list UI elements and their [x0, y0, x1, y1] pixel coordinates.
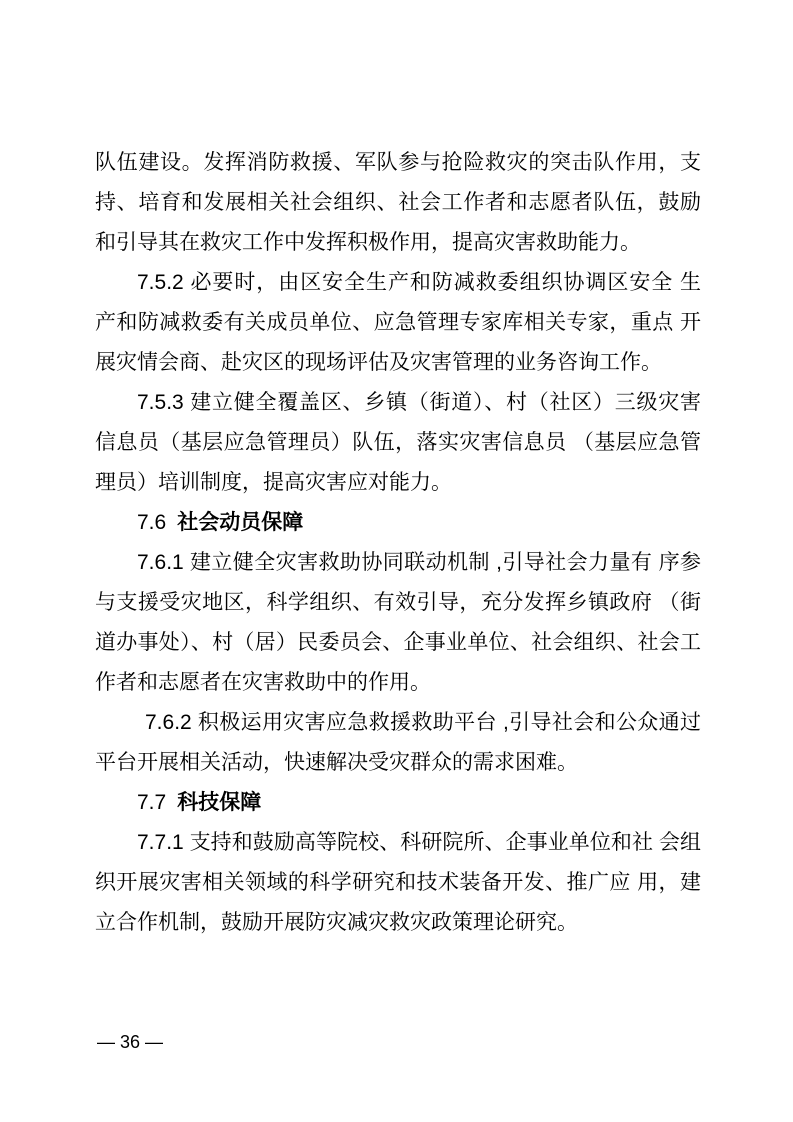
para-752-line-3: 展灾情会商、赴灾区的现场评估及灾害管理的业务咨询工作。 [95, 351, 662, 374]
para-762-line-1: 7.6.2 积极运用灾害应急救援救助平台 ,引导社会和公众通过 [145, 711, 701, 734]
para-753-line-3: 理员）培训制度，提高灾害应对能力。 [95, 471, 452, 494]
heading-7-6-title: 社会动员保障 [177, 511, 304, 534]
para-761-line-1: 7.6.1 建立健全灾害救助协同联动机制 ,引导社会力量有 序参 [137, 551, 701, 574]
para-771-line-2: 织开展灾害相关领域的科学研究和技术装备开发、推广应 用，建 [95, 871, 701, 894]
para-752-line-1: 7.5.2 必要时，由区安全生产和防减救委组织协调区安全 生 [137, 271, 701, 294]
para-751-continued-line-2: 持、培育和发展相关社会组织、社会工作者和志愿者队伍，鼓励 [95, 191, 701, 214]
para-761-line-3: 道办事处）、村（居）民委员会、企事业单位、社会组织、社会工 [95, 631, 701, 654]
para-753-line-1: 7.5.3 建立健全覆盖区、乡镇（街道）、村（社区）三级灾害 [137, 391, 701, 414]
para-761-line-4: 作者和志愿者在灾害救助中的作用。 [95, 671, 431, 694]
para-752-line-2: 产和防减救委有关成员单位、应急管理专家库相关专家，重点 开 [95, 311, 701, 334]
para-753-line-2: 信息员（基层应急管理员）队伍，落实灾害信息员 （基层应急管 [95, 431, 701, 454]
heading-7-7 [95, 783, 701, 823]
para-751-continued-line-1: 队伍建设。发挥消防救援、军队参与抢险救灾的突击队作用，支 [95, 151, 701, 174]
heading-7-6 [95, 503, 701, 543]
heading-7-7-number: 7.7 [137, 791, 167, 814]
heading-7-6-number: 7.6 [137, 511, 167, 534]
para-771-line-1: 7.7.1 支持和鼓励高等院校、科研院所、企事业单位和社 会组 [137, 831, 701, 854]
heading-7-7-title: 科技保障 [177, 791, 262, 814]
document-body [95, 143, 701, 943]
para-762-line-2: 平台开展相关活动，快速解决受灾群众的需求困难。 [95, 751, 578, 774]
para-771-line-3: 立合作机制，鼓励开展防灾减灾救灾政策理论研究。 [95, 911, 578, 934]
para-751-continued-line-3: 和引导其在救灾工作中发挥积极作用，提高灾害救助能力。 [95, 231, 641, 254]
page-number: — 36 — [97, 1032, 164, 1052]
para-761-line-2: 与支援受灾地区，科学组织、有效引导，充分发挥乡镇政府 （街 [95, 591, 701, 614]
